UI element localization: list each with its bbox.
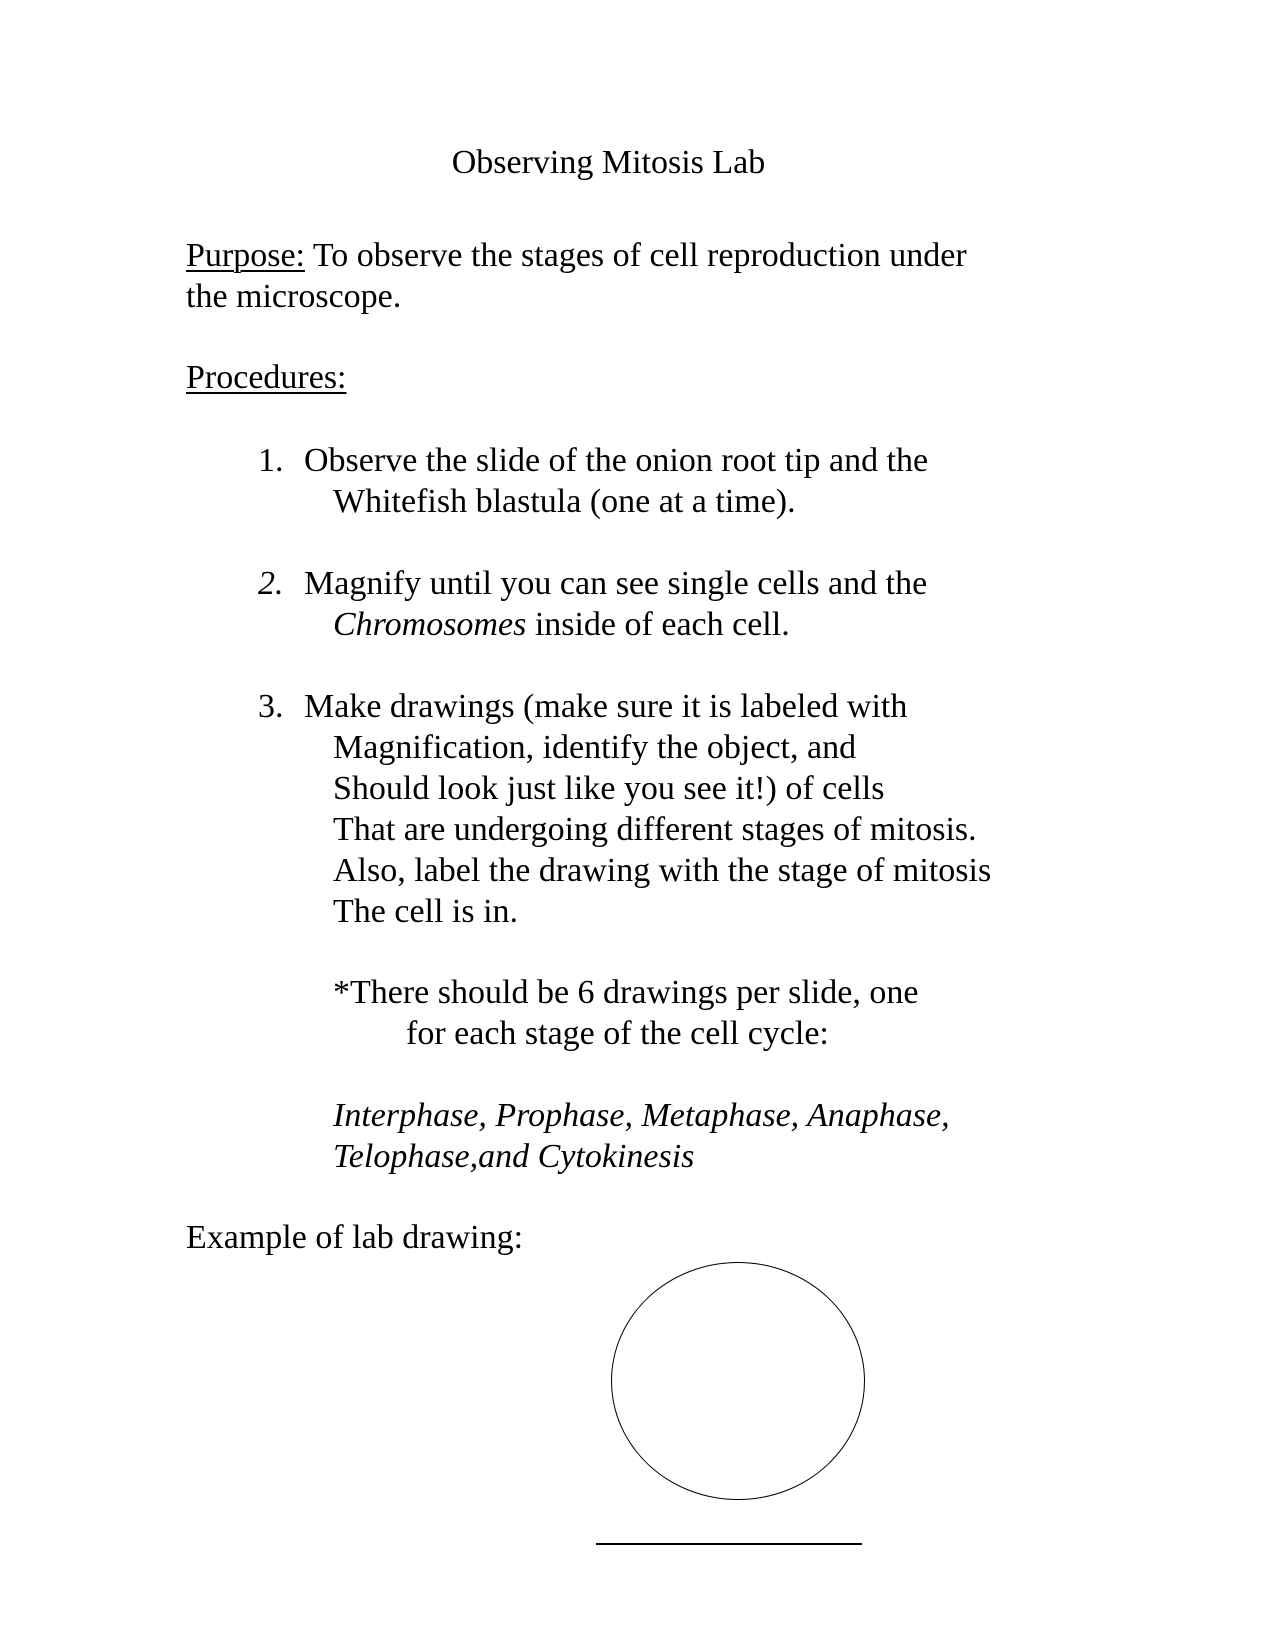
page-title: Observing Mitosis Lab <box>451 144 766 181</box>
procedures-heading: Procedures: <box>186 359 347 396</box>
note-line-2: for each stage of the cell cycle: <box>406 1015 829 1052</box>
step-2-line-2 <box>333 604 790 645</box>
step-3-line-2: Magnification, identify the object, and <box>333 729 857 766</box>
step-3-line-3: Should look just like you see it!) of cells <box>333 770 885 807</box>
step-3-line-1: Make drawings (make sure it is labeled with <box>304 688 908 725</box>
step-2-line-2-rest: inside of each cell. <box>526 606 790 643</box>
step-3-line-5: Also, label the drawing with the stage of mitosis <box>333 852 992 889</box>
step-3-line-4: That are undergoing different stages of mitosis. <box>333 811 977 848</box>
step-3-line-6: The cell is in. <box>333 893 519 930</box>
step-1-line-2: Whitefish blastula (one at a time). <box>333 483 796 520</box>
note-line-1: *There should be 6 drawings per slide, one <box>333 974 919 1011</box>
purpose-line <box>186 235 967 276</box>
drawing-label-line <box>596 1543 862 1545</box>
step-2-number: 2. <box>258 565 284 602</box>
purpose-text: To observe the stages of cell reproduction under <box>305 237 967 274</box>
stages-line-2: Telophase,and Cytokinesis <box>333 1138 695 1175</box>
purpose-text-continued: the microscope. <box>186 278 402 315</box>
step-1-line-1: Observe the slide of the onion root tip and the <box>304 442 929 479</box>
step-3-number: 3. <box>258 688 284 725</box>
drawing-circle <box>611 1262 865 1500</box>
chromosomes-term: Chromosomes <box>333 606 527 643</box>
step-1-number: 1. <box>258 442 284 479</box>
step-2-line-1: Magnify until you can see single cells and the <box>304 565 928 602</box>
stages-line-1: Interphase, Prophase, Metaphase, Anaphase, <box>333 1097 950 1134</box>
example-label: Example of lab drawing: <box>186 1219 524 1256</box>
purpose-label: Purpose: <box>186 237 305 274</box>
